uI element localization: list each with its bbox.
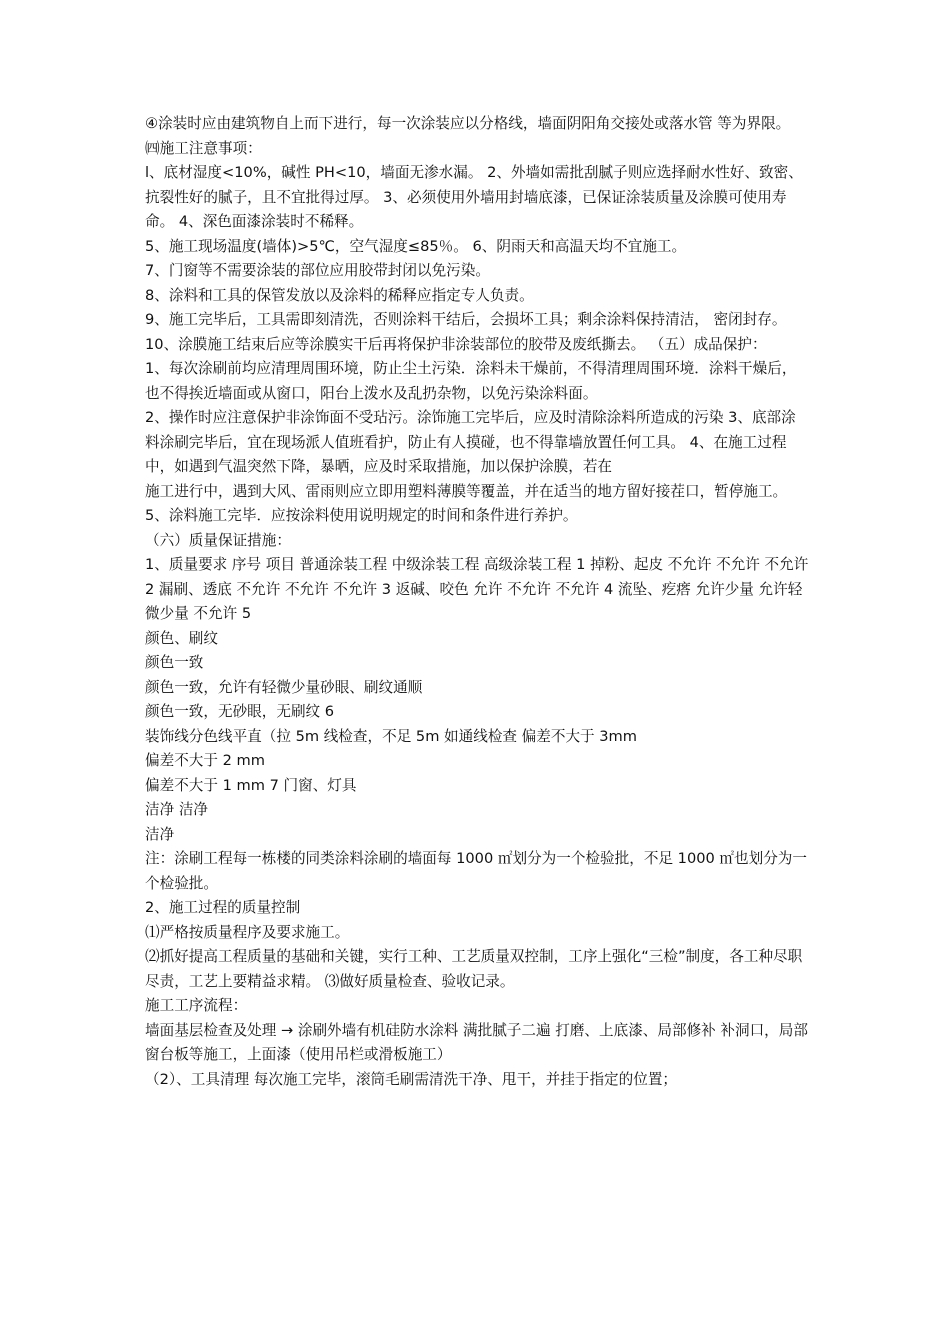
- paragraph-line: 施工工序流程：: [145, 997, 248, 1014]
- paragraph-line: 10、涂膜施工结束后应等涂膜实干后再将保护非涂装部位的胶带及废纸撕去。 （五）成品保护：: [145, 335, 767, 353]
- paragraph-line: 装饰线分色线平直（拉 5m 线检查，不足 5m 如通线检查 偏差不大于 3mm: [145, 727, 637, 745]
- paragraph-line: 颜色一致: [145, 654, 204, 671]
- paragraph-line: 施工进行中，遇到大风、雷雨则应立即用塑料薄膜等覆盖，并在适当的地方留好接茬口，暂停施工。 5、涂料施工完毕．应按涂料使用说明规定的时间和条件进行养护。: [145, 482, 788, 524]
- paragraph-line: ⑴严格按质量程序及要求施工。: [145, 923, 350, 941]
- paragraph-line: 颜色一致，允许有轻微少量砂眼、刷纹通顺: [145, 678, 423, 696]
- paragraph-line: l、底材湿度<10%，碱性 PH<10，墙面无渗水漏。 2、外墙如需批刮腻子则应选择耐水性好、致密、抗裂性好的腻子，且不宜批得过厚。 3、必须使用外墙用封墙底漆，已保证涂装质量及涂膜可使用寿命。 4、深色面漆涂装时不稀释。: [145, 164, 803, 230]
- paragraph-line: 8、涂料和工具的保管发放以及涂料的稀释应指定专人负责。: [145, 286, 534, 304]
- paragraph-line: 颜色、刷纹: [145, 629, 218, 647]
- paragraph-line: ⑵抓好提高工程质量的基础和关键，实行工种、工艺质量双控制，工序上强化“三检”制度，各工种尽职尽责，工艺上要精益求精。 ⑶做好质量检查、验收记录。: [145, 948, 803, 990]
- paragraph-line: 5、施工现场温度(墙体)>5℃，空气湿度≤85％。 6、阴雨天和高温天均不宜施工。: [145, 237, 687, 255]
- paragraph-line: （2）、工具清理 每次施工完毕，滚筒毛刷需清洗干净、甩干，并挂于指定的位置；: [145, 1070, 678, 1088]
- paragraph-line: 注：涂刷工程每一栋楼的同类涂料涂刷的墙面每 1000 ㎡划分为一个检验批，不足 1000 ㎡也划分为一个检验批。: [145, 850, 807, 892]
- paragraph-line: 1、每次涂刷前均应清理周围环境，防止尘土污染．涂料未干燥前，不得清理周围环境．涂料干燥后，也不得挨近墙面或从窗口，阳台上泼水及乱扔杂物，以免污染涂料面。: [145, 360, 797, 402]
- document-body: [145, 112, 810, 1092]
- paragraph-line: （六）质量保证措施：: [145, 531, 291, 549]
- paragraph-line: 洁净: [145, 825, 175, 843]
- paragraph-line: 洁净 洁净: [145, 801, 209, 818]
- paragraph-line: 9、施工完毕后，工具需即刻清洗，否则涂料干结后，会损坏工具；剩余涂料保持清洁， 密闭封存。: [145, 311, 787, 328]
- paragraph-line: 颜色一致，无砂眼，无刷纹 6: [145, 703, 335, 720]
- paragraph-line: ④涂装时应由建筑物自上而下进行，每一次涂装应以分格线，墙面阴阳角交接处或落水管 等为界限。: [145, 115, 791, 132]
- paragraph-line: 偏差不大于 1 mm 7 门窗、灯具: [145, 776, 357, 794]
- paragraph-line: 2、施工过程的质量控制: [145, 899, 301, 916]
- paragraph-line: 1、质量要求 序号 项目 普通涂装工程 中级涂装工程 高级涂装工程 1 掉粉、起皮 不允许 不允许 不允许 2 漏刷、透底 不允许 不允许 不允许 3 返碱、咬色 允许 不允许 不允许 4 流坠、疙瘩 允许少量 允许轻微少量 不允许 5: [145, 556, 809, 622]
- paragraph-line: 偏差不大于 2 mm: [145, 752, 265, 769]
- paragraph-line: 2、操作时应注意保护非涂饰面不受玷污。涂饰施工完毕后，应及时清除涂料所造成的污染 3、底部涂料涂刷完毕后，宜在现场派人值班看护，防止有人摸碰，也不得靠墙放置任何工具。 4、在施工过程中，如遇到气温突然下降，暴晒，应及时采取措施，加以保护涂膜，若在: [145, 409, 796, 475]
- paragraph-line: 墙面基层检查及处理 → 涂刷外墙有机硅防水涂料 满批腻子二遍 打磨、上底漆、局部修补 补洞口，局部窗台板等施工，上面漆（使用吊栏或滑板施工）: [145, 1021, 808, 1063]
- paragraph-line: 7、门窗等不需要涂装的部位应用胶带封闭以免污染。: [145, 262, 490, 279]
- paragraph-line: ㈣施工注意事项：: [145, 139, 262, 157]
